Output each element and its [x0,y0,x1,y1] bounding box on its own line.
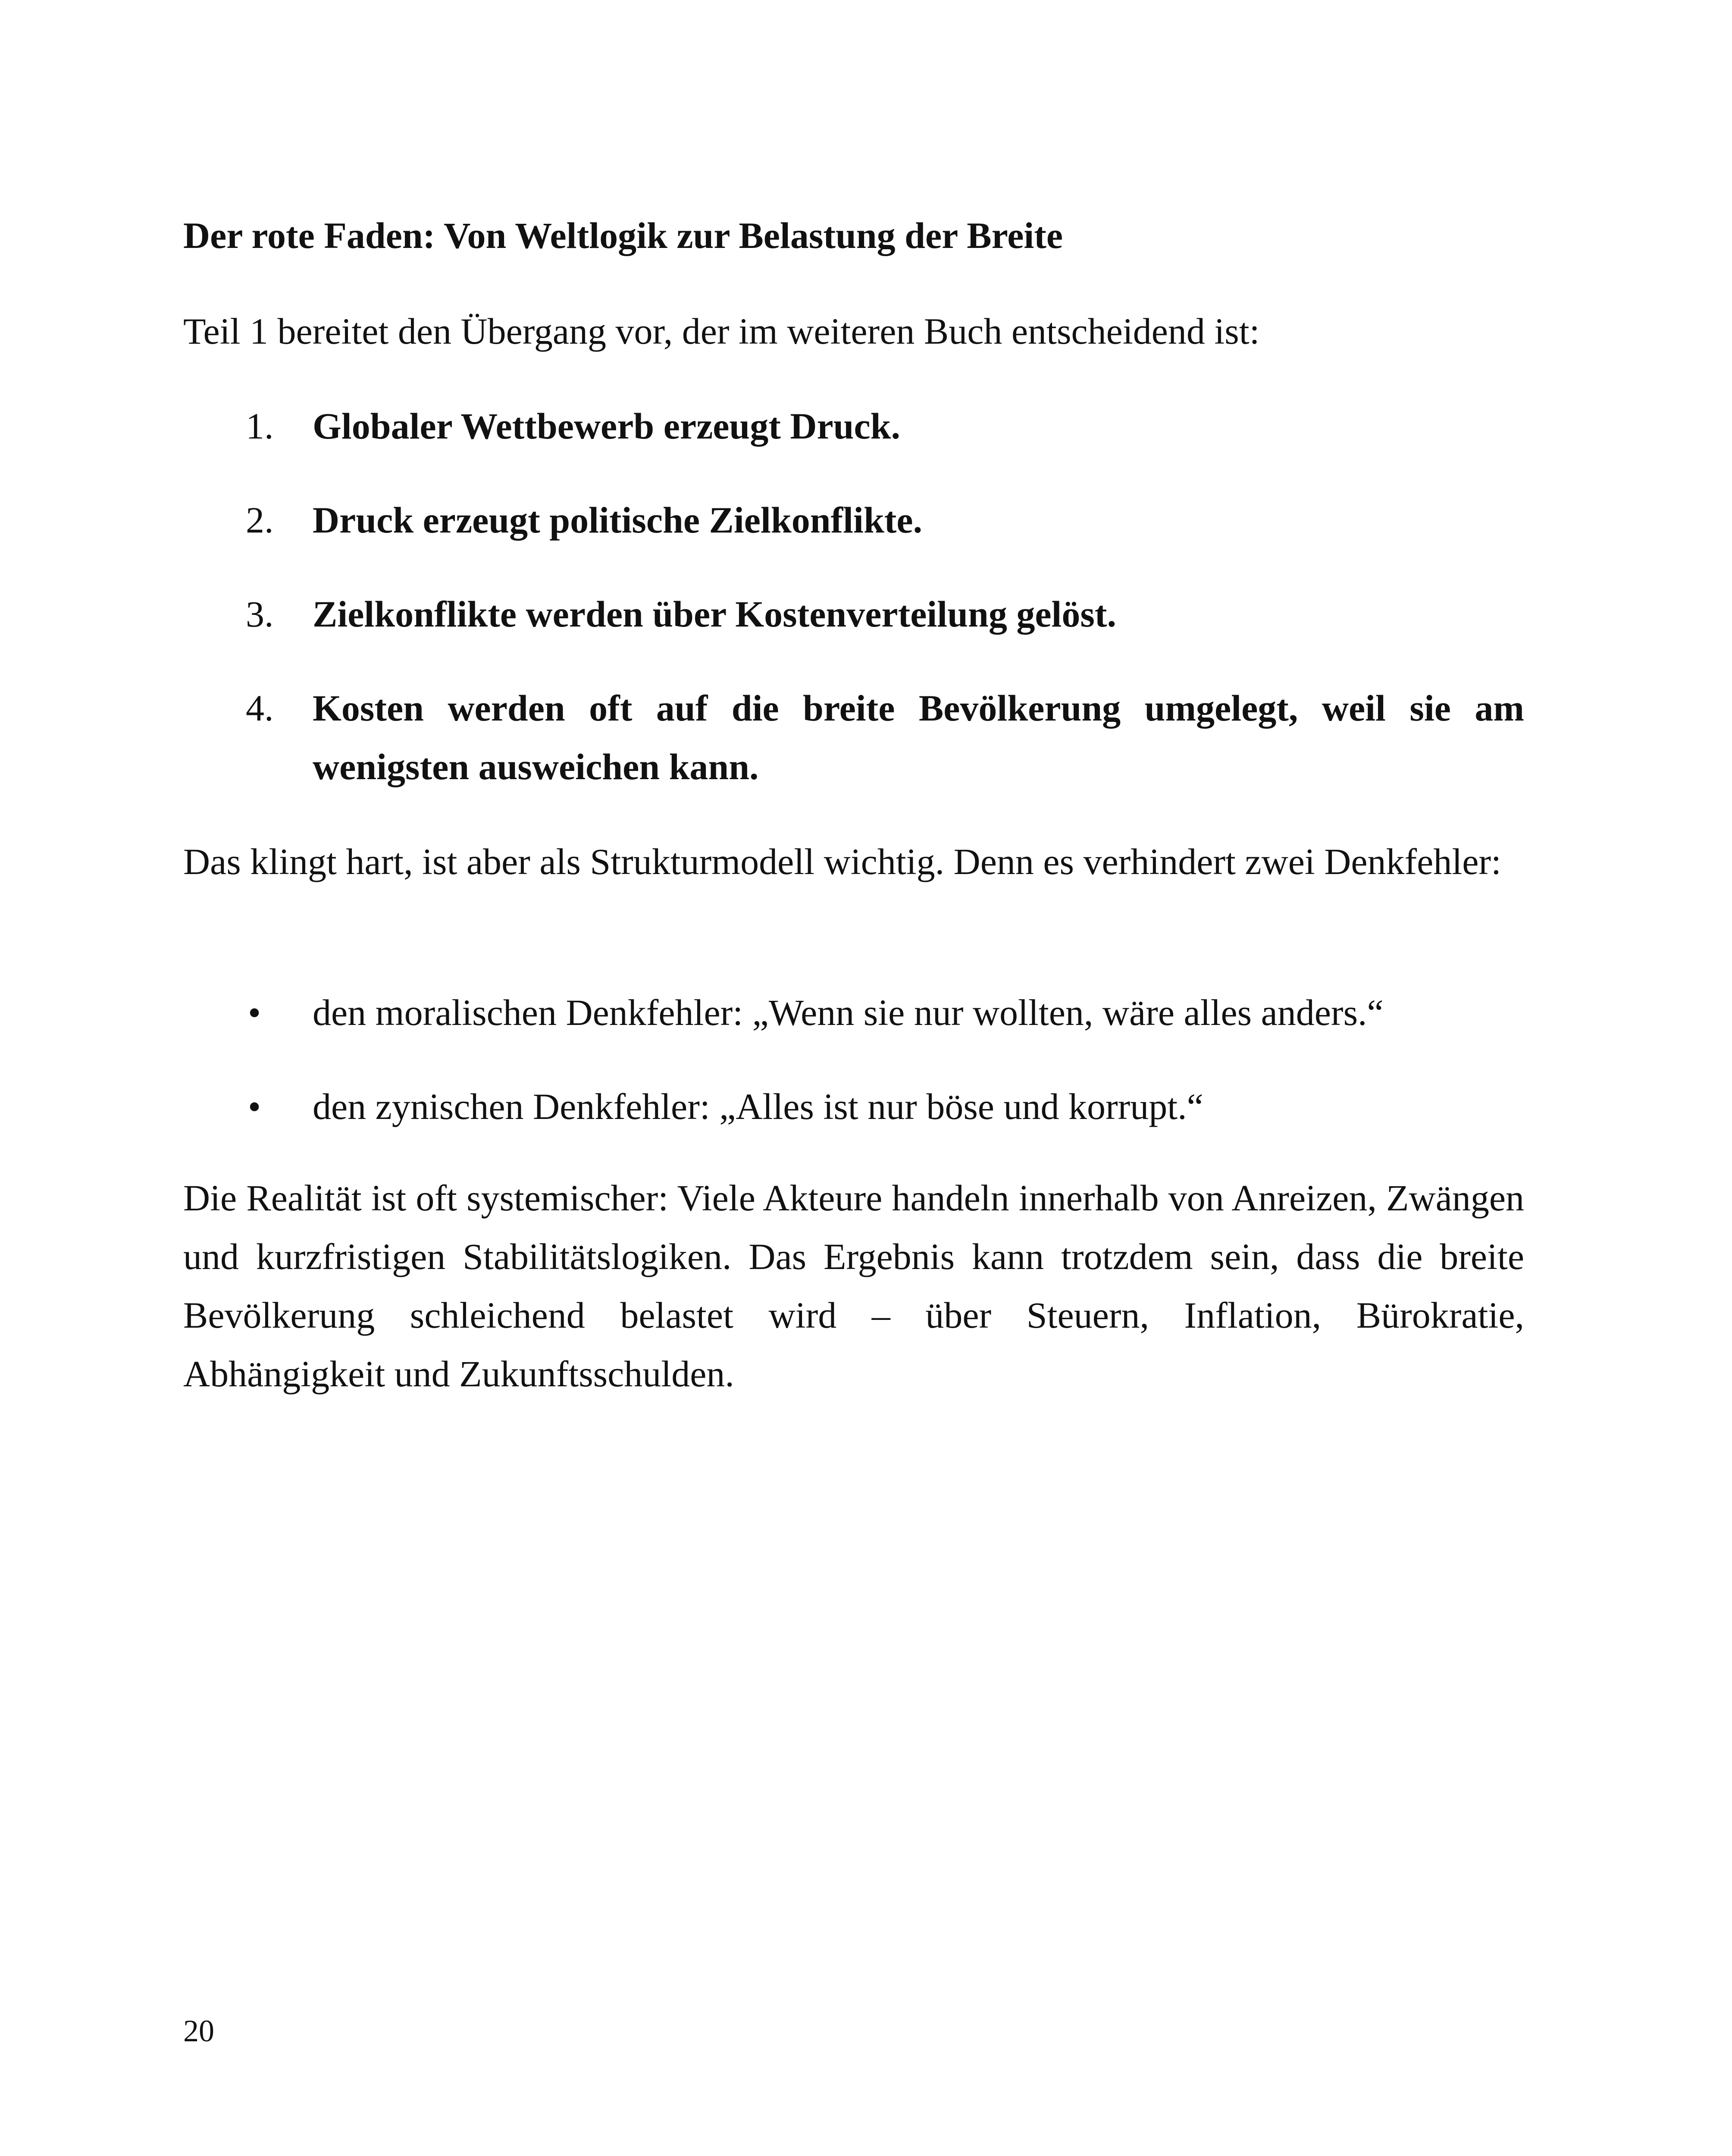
intro-paragraph: Teil 1 bereitet den Übergang vor, der im weiteren Buch entscheidend ist: [183,310,1260,352]
list-item-text: Globaler Wettbewerb erzeugt Druck. [313,405,900,447]
page-number: 20 [183,2014,214,2048]
list-item-number: 2. [246,499,274,541]
paragraph-realitaet: Die Realität ist oft systemischer: Viele Akteure handeln innerhalb von Anreizen, Zwängen und kurzfristigen Stabilitätslogiken. Das Ergebnis kann trotzdem sein, dass die breite Bevölkerung schleichend belastet wird – über Steuern, Inflation, Bürokratie, Abhängigkeit und Zukunftsschulden. [183,1177,1524,1395]
bullet-list [183,983,1524,1171]
section-heading: Der rote Faden: Von Weltlogik zur Belastung der Breite [183,215,1063,256]
list-item-text: Zielkonflikte werden über Kostenverteilung gelöst. [313,593,1117,635]
bullet-icon: • [248,992,261,1033]
list-item [183,679,1524,796]
list-item-text: Kosten werden oft auf die breite Bevölkerung umgelegt, weil sie am wenigsten ausweichen kann. [313,687,1524,787]
list-item [183,397,1524,455]
list-item-number: 4. [246,687,274,729]
bullet-item-text: den zynischen Denkfehler: „Alles ist nur böse und korrupt.“ [313,1086,1203,1127]
bullet-item [183,1077,1524,1136]
bullet-icon: • [248,1086,261,1127]
list-item [183,491,1524,549]
numbered-list [183,397,1524,831]
list-item-number: 3. [246,593,274,635]
list-item-text: Druck erzeugt politische Zielkonflikte. [313,499,923,541]
list-item [183,585,1524,643]
list-item-number: 1. [246,405,274,447]
bullet-item [183,983,1524,1042]
paragraph-denkfehler: Das klingt hart, ist aber als Strukturmodell wichtig. Denn es verhindert zwei Denkfehler: [183,841,1501,882]
bullet-item-text: den moralischen Denkfehler: „Wenn sie nur wollten, wäre alles anders.“ [313,992,1384,1033]
